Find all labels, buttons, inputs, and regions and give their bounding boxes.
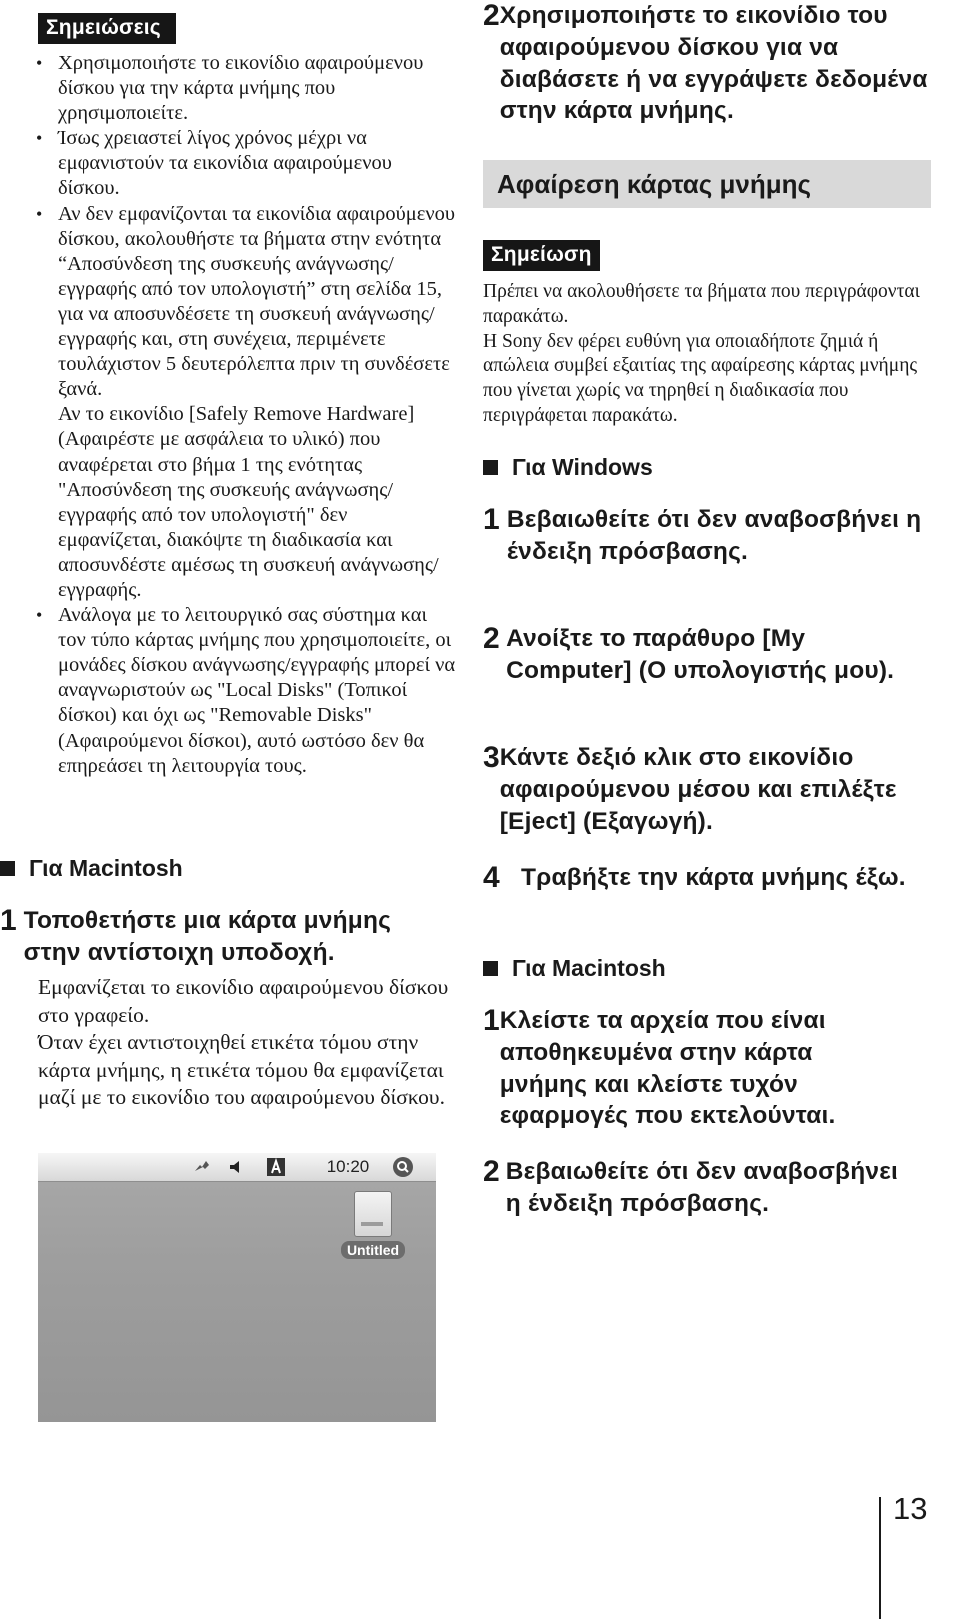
win-step-3 <box>483 742 923 837</box>
note-paragraph: Χρησιμοποιήστε το εικονίδιο αφαιρούμενου δίσκου για την κάρτα μνήμης που χρησιμοποιείτε. <box>58 52 424 125</box>
step-text: Βεβαιωθείτε ότι δεν αναβοσβήνει η ένδειξη πρόσβασης. <box>505 1158 899 1217</box>
step-number: 3 <box>483 741 500 774</box>
input-menu-icon <box>264 1153 288 1181</box>
list-item <box>36 51 456 126</box>
page-number-rule <box>879 1497 881 1619</box>
note-paragraph: Αν δεν εμφανίζονται τα εικονίδια αφαιρούμενου δίσκου, ακολουθήστε τα βήματα στην ενότητα “Αποσύνδεση της συσκευής ανάγνωσης/εγγραφής από τον υπολογιστή” στη σελίδα 15, για να αποσυνδέσετε τη συσκευή ανάγνωσης/ εγγραφής και, στη συνέχεια, περιμένετε τουλάχιστον 5 δευτερόλεπτα πριν τη συνδέσετε ξανά. <box>58 202 456 401</box>
volume-icon <box>224 1153 248 1181</box>
step-1-insert-card <box>0 905 450 969</box>
note-label: Σημείωση <box>483 240 600 271</box>
step-1-body <box>38 974 453 1112</box>
bullet-icon: • <box>36 128 43 149</box>
page-number: 13 <box>893 1491 928 1526</box>
square-bullet-icon <box>483 460 498 475</box>
step-text: Τοποθετήστε μια κάρτα μνήμης στην αντίστοιχη υποδοχή. <box>23 907 392 966</box>
section-heading-text: Για Macintosh <box>29 855 183 881</box>
step-text: Χρησιμοποιήστε το εικονίδιο του αφαιρούμενου δίσκου για να διαβάσετε ή να εγγράψετε δεδομένα στην κάρτα μνήμης. <box>499 2 928 125</box>
step-2-use-disk <box>483 0 933 127</box>
notes-list <box>36 51 456 779</box>
note-paragraph: Η Sony δεν φέρει ευθύνη για οποιαδήποτε ζημιά ή απώλεια συμβεί εξαιτίας της αφαίρεσης κάρτας μνήμης που γίνεται χωρίς να τηρηθεί η διαδικασία που περιγράφεται παρακάτω. <box>483 330 918 426</box>
mac-step-2 <box>483 1156 903 1220</box>
section-heading-macintosh-remove <box>483 955 666 982</box>
step-text: Κλείστε τα αρχεία που είναι αποθηκευμένα στην κάρτα μνήμης και κλείστε τυχόν εφαρμογές που εκτελούνται. <box>499 1007 836 1130</box>
step-body-paragraph: Όταν έχει αντιστοιχηθεί ετικέτα τόμου στην κάρτα μνήμης, η ετικέτα τόμου θα εμφανίζεται μαζί με το εικονίδιο του αφαιρούμενου δίσκου. <box>38 1030 445 1109</box>
step-text: Τραβήξτε την κάρτα μνήμης έξω. <box>521 864 906 891</box>
mac-step-1 <box>483 1005 903 1132</box>
step-number: 2 <box>483 1155 500 1188</box>
section-heading-text: Για Windows <box>512 454 653 480</box>
bluetooth-icon <box>188 1153 216 1181</box>
list-item <box>36 603 456 779</box>
note-paragraph: Αν το εικονίδιο [Safely Remove Hardware] (Αφαιρέστε με ασφάλεια το υλικό) που αναφέρεται στο βήμα 1 της ενότητας "Αποσύνδεση της συσκευής ανάγνωσης/ εγγραφής από τον υπολογιστή" δεν εμφανίζεται, διακόψτε τη διαδικασία και αποσυνδέστε αμέσως τη συσκευή ανάγνωσης/εγγραφής. <box>58 403 439 601</box>
note-paragraph: Πρέπει να ακολουθήσετε τα βήματα που περιγράφονται παρακάτω. <box>483 281 920 327</box>
bullet-icon: • <box>36 53 43 73</box>
bullet-icon: • <box>36 203 43 224</box>
section-heading-text: Για Macintosh <box>512 955 666 981</box>
square-bullet-icon <box>483 961 498 976</box>
note-paragraph: Ίσως χρειαστεί λίγος χρόνος μέχρι να εμφανιστούν τα εικονίδια αφαιρούμενου δίσκου. <box>58 127 392 200</box>
clock: 10:20 <box>326 1157 370 1176</box>
bullet-icon: • <box>36 605 43 626</box>
note-text <box>483 280 928 429</box>
step-number: 1 <box>0 904 17 937</box>
list-item <box>36 126 456 201</box>
step-number: 2 <box>483 622 500 655</box>
step-number: 1 <box>483 1004 500 1037</box>
step-number: 4 <box>483 861 500 894</box>
step-text: Βεβαιωθείτε ότι δεν αναβοσβήνει η ένδειξη πρόσβασης. <box>506 506 922 565</box>
win-step-2 <box>483 623 928 687</box>
step-body-paragraph: Εμφανίζεται το εικονίδιο αφαιρούμενου δίσκου στο γραφείο. <box>38 975 449 1027</box>
desktop-screenshot <box>38 1153 436 1422</box>
section-heading-macintosh <box>0 855 183 882</box>
removable-disk-icon[interactable] <box>328 1191 418 1260</box>
win-step-4 <box>483 862 923 894</box>
menu-bar <box>38 1153 436 1182</box>
square-bullet-icon <box>0 861 15 876</box>
win-step-1 <box>483 504 923 568</box>
step-number: 1 <box>483 503 500 536</box>
spotlight-icon <box>390 1153 416 1181</box>
section-banner-remove-card: Αφαίρεση κάρτας μνήμης <box>483 160 931 208</box>
step-text: Κάντε δεξιό κλικ στο εικονίδιο αφαιρούμενου μέσου και επιλέξτε [Eject] (Εξαγωγή). <box>499 744 897 835</box>
section-heading-windows <box>483 454 653 481</box>
notes-label: Σημειώσεις <box>38 13 176 44</box>
list-item <box>36 202 456 604</box>
disk-icon <box>354 1191 392 1237</box>
disk-label: Untitled <box>341 1241 405 1259</box>
note-paragraph: Ανάλογα με το λειτουργικό σας σύστημα και τον τύπο κάρτας μνήμης που χρησιμοποιείτε, οι μονάδες δίσκου ανάγνωσης/εγγραφής μπορεί να αναγνωριστούν ως "Local Disks" (Τοπικοί δίσκοι) και όχι ως "Removable Disks" (Αφαιρούμενοι δίσκοι), αυτό ωστόσο δεν θα επηρεάσει τη λειτουργία τους. <box>58 604 456 777</box>
step-text: Ανοίξτε το παράθυρο [My Computer] (Ο υπολογιστής μου). <box>506 625 895 684</box>
step-number: 2 <box>483 0 500 32</box>
